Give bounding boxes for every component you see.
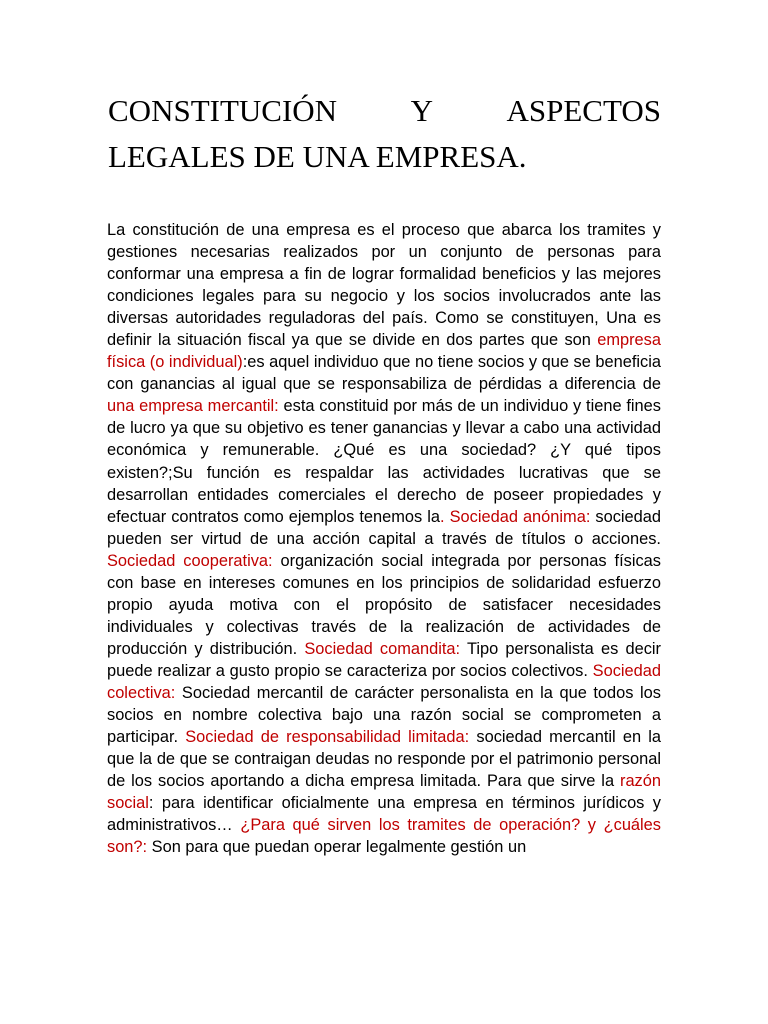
body-paragraph (107, 219, 671, 858)
highlighted-term: ¿Para qué sirven los tramites de operación? y ¿cuáles son?: (107, 816, 666, 857)
paragraph-text: sociedad mercantil en la que la de que se contraigan deudas no responde por el patrimonio personal de los socios aportando a dicha empresa limitada. Para que sirve la (107, 728, 666, 791)
paragraph-text: esta constituid por más de un individuo y tiene fines de lucro ya que su objetivo es tener ganancias y llevar a cabo una actividad económica y remunerable. ¿Qué es una sociedad? ¿Y qué tipos existen?;Su función es respaldar las actividades lucrativas que se desarrollan entidades comerciales el derecho de poseer propiedades y efectuar contratos como ejemplos tenemos la (107, 397, 666, 526)
paragraph-text: organización social integrada por personas físicas con base en intereses comunes en los principios de solidaridad esfuerzo propio ayuda motiva con el propósito de satisfacer necesidades individuales y colectivas través de la realización de actividades de producción y distribución. (107, 551, 671, 658)
highlighted-term: Sociedad de responsabilidad limitada: (185, 728, 470, 747)
highlighted-term: una empresa mercantil: (107, 397, 279, 416)
title-line-1 (108, 88, 661, 134)
document-title (108, 88, 661, 180)
title-word-y: Y (410, 93, 433, 128)
title-line-2: LEGALES DE UNA EMPRESA. (108, 139, 527, 174)
paragraph-text: La constitución de una empresa es el proceso que abarca los tramites y gestiones necesarias realizados por un conjunto de personas para conformar una empresa a fin de lograr formalidad beneficios y las mejores condiciones legales para su negocio y los socios involucrados ante las diversas autoridades reguladoras del país. Como se constituyen, Una es definir la situación fiscal ya que se divide en dos partes que son (107, 221, 666, 350)
paragraph-text: : para identificar oficialmente una empresa en términos jurídicos y administrativos… (107, 794, 666, 835)
title-word-aspectos: ASPECTOS (506, 93, 661, 128)
paragraph-text: :es aquel individuo que no tiene socios y que se beneficia con ganancias al igual que se responsabiliza de pérdidas a diferencia de (107, 353, 666, 394)
highlighted-term: Sociedad comandita: (304, 639, 461, 658)
paragraph-text: sociedad pueden ser virtud de una acción capital a través de títulos o acciones. (107, 507, 666, 548)
highlighted-term: empresa física (o individual) (107, 331, 666, 372)
highlighted-term: . Sociedad anónima: (440, 507, 591, 526)
highlighted-term: Sociedad cooperativa: (107, 551, 273, 570)
paragraph-text: Son para que puedan operar legalmente gestión un (147, 838, 527, 857)
paragraph-text: Sociedad mercantil de carácter personalista en la que todos los socios en nombre colectiva bajo una razón social se comprometen a participar. (107, 683, 666, 747)
highlighted-term: Sociedad colectiva: (107, 661, 666, 702)
title-word-constitucion: CONSTITUCIÓN (108, 93, 338, 128)
highlighted-term: razón social (107, 772, 666, 813)
paragraph-text: Tipo personalista es decir puede realizar a gusto propio se caracteriza por socios colectivos. (107, 639, 666, 680)
